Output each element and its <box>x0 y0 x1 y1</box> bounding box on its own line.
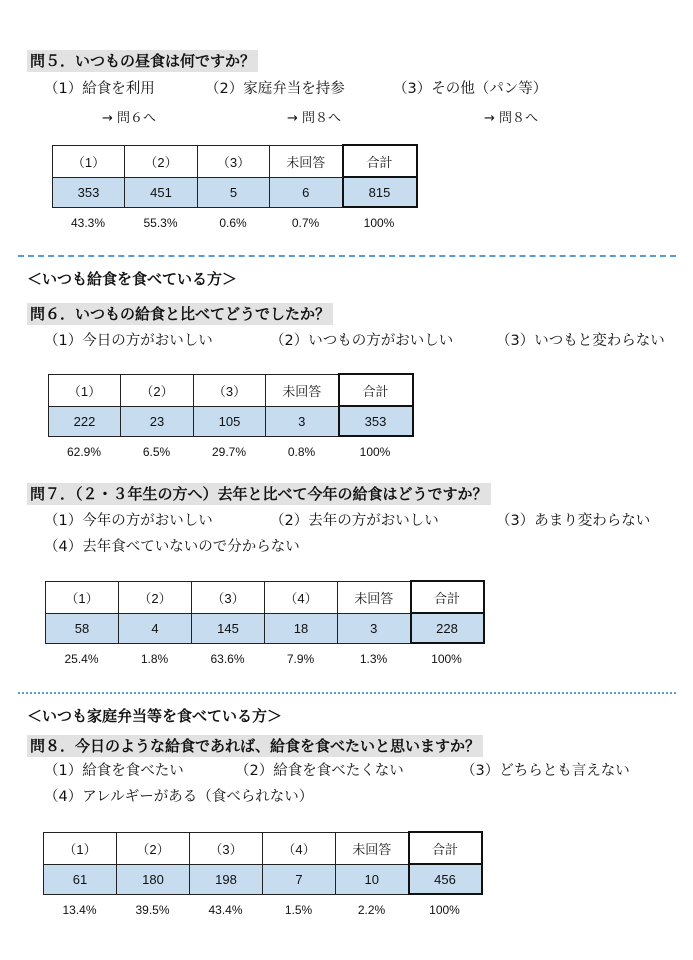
percent-label: 0.8% <box>287 445 316 459</box>
value-cell: 353 <box>53 177 125 207</box>
value-cell: 23 <box>121 406 194 436</box>
q5-arrow-3: → 問８へ <box>484 111 539 126</box>
header-cell: 未回答 <box>338 581 411 613</box>
value-cell: 180 <box>117 864 190 894</box>
header-cell: 未回答 <box>266 374 339 406</box>
header-cell: 未回答 <box>336 832 409 864</box>
header-cell: （3） <box>192 581 265 613</box>
q7-option-4: （4）去年食べていないので分からない <box>44 539 300 555</box>
header-cell: （3） <box>190 832 263 864</box>
percent-label: 62.9% <box>66 445 102 459</box>
percent-label: 43.4% <box>208 903 243 917</box>
q8-option-2: （2）給食を食べたくない <box>235 763 404 779</box>
header-cell: （3） <box>194 374 266 406</box>
section-divider <box>18 692 676 694</box>
total-header-cell: 合計 <box>409 832 482 864</box>
value-cell: 105 <box>194 406 266 436</box>
q8-option-3: （3）どちらとも言えない <box>461 763 630 779</box>
header-cell: （2） <box>125 145 198 177</box>
value-cell: 198 <box>190 864 263 894</box>
header-cell: （2） <box>117 832 190 864</box>
header-cell: （4） <box>265 581 338 613</box>
q5-option-3: （3）その他（パン等） <box>393 81 548 97</box>
q5-title: 問５．いつもの昼食は何ですか？ <box>27 50 258 72</box>
percent-label: 100% <box>429 903 460 917</box>
q7-option-1: （1）今年の方がおいしい <box>44 513 213 529</box>
section-heading-home-lunch: ＜いつも家庭弁当等を食べている方＞ <box>27 707 283 725</box>
q7-results-table <box>45 580 485 644</box>
q5-arrow-2: → 問８へ <box>287 111 342 126</box>
q8-title: 問８．今日のような給食であれば、給食を食べたいと思いますか？ <box>27 735 483 757</box>
percent-label: 7.9% <box>286 652 315 666</box>
value-cell: 145 <box>192 613 265 643</box>
q6-option-3: （3）いつもと変わらない <box>496 333 665 349</box>
total-header-cell: 合計 <box>339 374 413 406</box>
value-cell: 3 <box>338 613 411 643</box>
value-cell: 61 <box>44 864 117 894</box>
total-header-cell: 合計 <box>411 581 484 613</box>
value-cell: 5 <box>198 177 270 207</box>
total-value-cell: 353 <box>339 406 413 436</box>
value-cell: 58 <box>46 613 119 643</box>
percent-label: 13.4% <box>62 903 97 917</box>
value-cell: 4 <box>119 613 192 643</box>
header-cell: （1） <box>46 581 119 613</box>
percent-label: 100% <box>431 652 462 666</box>
q6-results-table <box>48 373 414 437</box>
percent-label: 1.5% <box>284 903 313 917</box>
value-cell: 451 <box>125 177 198 207</box>
value-cell: 222 <box>49 406 121 436</box>
value-cell: 3 <box>266 406 339 436</box>
header-cell: （4） <box>263 832 336 864</box>
value-cell: 10 <box>336 864 409 894</box>
percent-label: 0.6% <box>219 216 247 230</box>
header-cell: （3） <box>198 145 270 177</box>
percent-label: 1.3% <box>359 652 388 666</box>
q7-title: 問７．（２・３年生の方へ）去年と比べて今年の給食はどうですか？ <box>27 483 491 505</box>
percent-label: 43.3% <box>70 216 106 230</box>
q6-option-1: （1）今日の方がおいしい <box>44 333 213 349</box>
header-cell: （2） <box>121 374 194 406</box>
q8-option-1: （1）給食を食べたい <box>44 763 184 779</box>
total-value-cell: 815 <box>343 177 417 207</box>
header-cell: （2） <box>119 581 192 613</box>
section-divider <box>18 255 676 257</box>
value-cell: 6 <box>270 177 343 207</box>
percent-label: 100% <box>359 445 391 459</box>
q6-title: 問６．いつもの給食と比べてどうでしたか？ <box>27 303 333 325</box>
q5-arrow-1: → 問６へ <box>102 111 157 126</box>
header-cell: （1） <box>44 832 117 864</box>
percent-label: 1.8% <box>140 652 169 666</box>
percent-label: 100% <box>363 216 395 230</box>
q5-option-1: （1）給食を利用 <box>44 81 155 97</box>
q8-results-table <box>43 831 483 895</box>
q7-option-3: （3）あまり変わらない <box>496 513 651 529</box>
percent-label: 2.2% <box>357 903 386 917</box>
percent-label: 39.5% <box>135 903 170 917</box>
q5-results-table <box>52 144 418 208</box>
section-heading-school-lunch: ＜いつも給食を食べている方＞ <box>27 270 238 288</box>
percent-label: 55.3% <box>143 216 178 230</box>
header-cell: 未回答 <box>270 145 343 177</box>
percent-label: 63.6% <box>210 652 245 666</box>
value-cell: 18 <box>265 613 338 643</box>
percent-label: 25.4% <box>64 652 99 666</box>
header-cell: （1） <box>49 374 121 406</box>
total-value-cell: 456 <box>409 864 482 894</box>
header-cell: （1） <box>53 145 125 177</box>
q5-option-2: （2）家庭弁当を持参 <box>205 81 345 97</box>
percent-label: 6.5% <box>142 445 171 459</box>
q7-option-2: （2）去年の方がおいしい <box>270 513 439 529</box>
total-value-cell: 228 <box>411 613 484 643</box>
percent-label: 29.7% <box>211 445 247 459</box>
total-header-cell: 合計 <box>343 145 417 177</box>
q6-option-2: （2）いつもの方がおいしい <box>270 333 454 349</box>
value-cell: 7 <box>263 864 336 894</box>
q8-option-4: （4）アレルギーがある（食べられない） <box>44 789 314 805</box>
percent-label: 0.7% <box>291 216 320 230</box>
